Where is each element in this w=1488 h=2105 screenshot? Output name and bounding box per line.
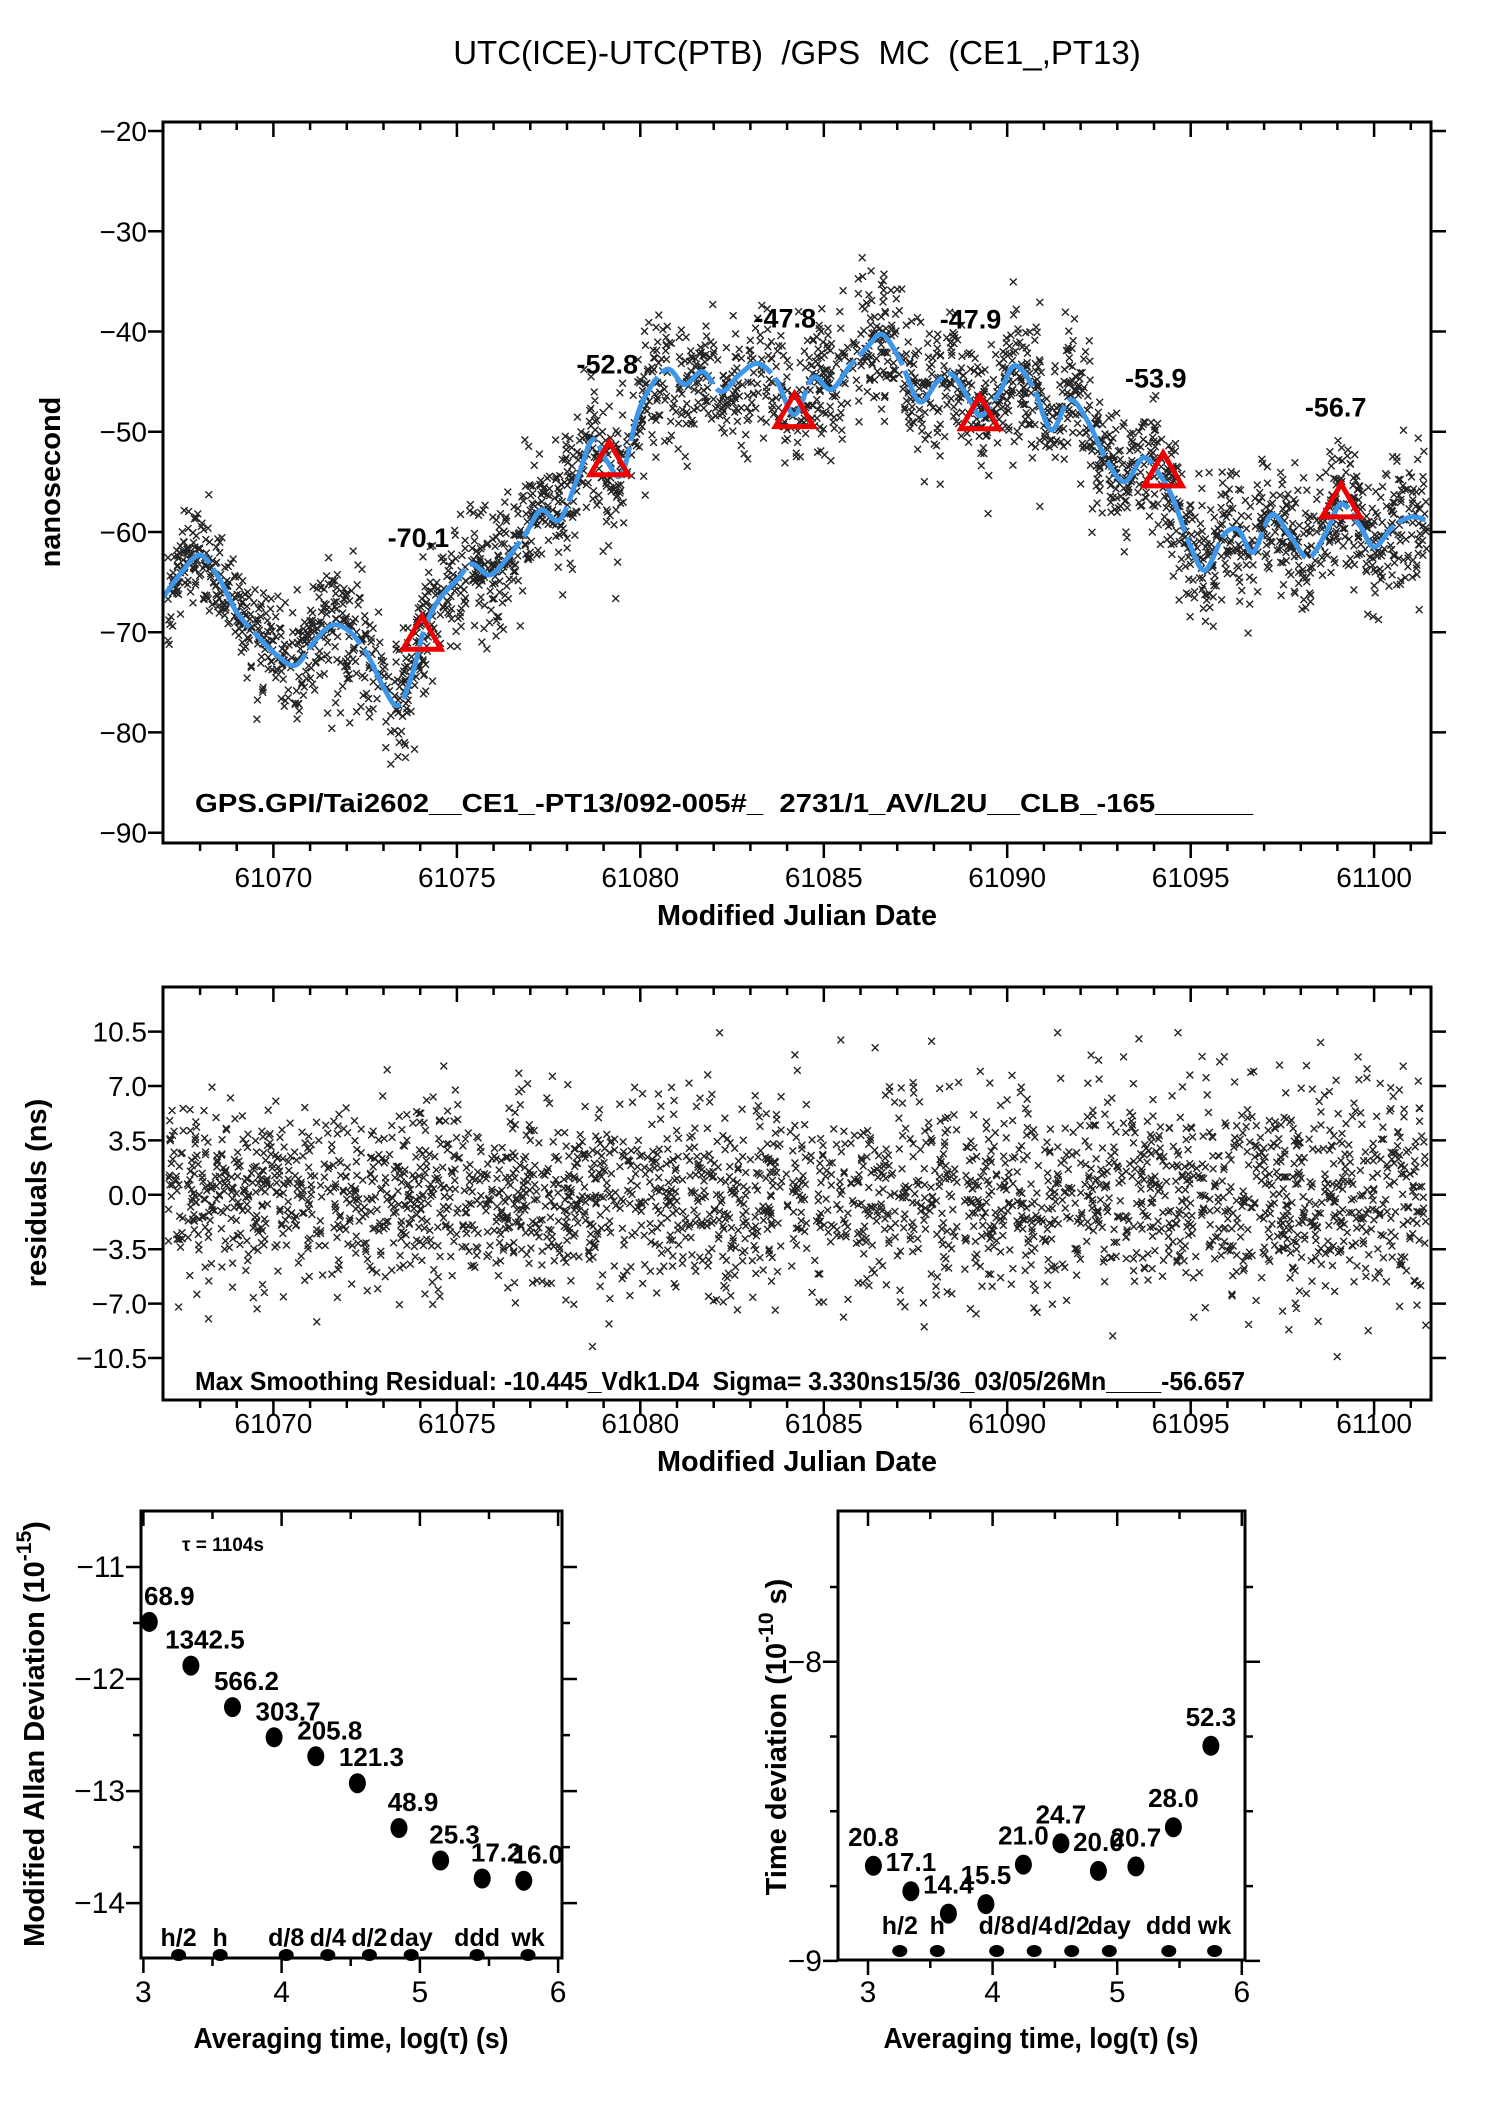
tdev-point-value-label: 20.0 — [1073, 1826, 1124, 1857]
phase-tick-labels — [100, 116, 1412, 893]
mdev-point-value-label: 566.2 — [213, 1666, 280, 1697]
tdev-point-value-label: 14.4 — [923, 1869, 974, 1900]
time-mark-dot — [1027, 1945, 1042, 1957]
mdev-point-value-label: 1342.5 — [165, 1624, 245, 1655]
mdev-ylabel-close: ) — [19, 1521, 51, 1531]
time-mark-dot — [989, 1945, 1004, 1957]
mdev-data-point — [391, 1818, 408, 1838]
phase-ylabel: nanosecond — [35, 396, 67, 568]
tdev-point-value-label: 28.0 — [1148, 1783, 1199, 1814]
tdev-ylabel — [755, 1579, 793, 1896]
phase-annotation: GPS.GPI/Tai2602__CE1_-PT13/092-005#_ 2731/1_AV/L2U__CLB_-165______ — [195, 788, 1254, 818]
marker-value-label: -47.8 — [754, 303, 817, 334]
residuals-ytick-label: 0.0 — [108, 1179, 147, 1211]
phase-ytick-label: −90 — [99, 817, 147, 849]
tdev-data-point — [865, 1856, 882, 1876]
marker-value-label: -53.9 — [1125, 363, 1187, 394]
mdev-panel — [74, 1511, 577, 2009]
residuals-scatter — [165, 1029, 1429, 1360]
marker-value-label: -52.8 — [576, 349, 639, 380]
phase-xtick-label: 61100 — [1336, 862, 1412, 893]
tdev-point-value-label: 17.1 — [885, 1847, 937, 1878]
time-mark-label: wk — [1197, 1912, 1232, 1940]
mdev-ytick-label: −14 — [74, 1887, 125, 1921]
phase-ytick-label: −70 — [99, 617, 147, 649]
phase-xtick-label: 61075 — [417, 862, 496, 893]
mdev-ylabel — [13, 1521, 51, 1947]
time-mark-label: day — [389, 1924, 433, 1952]
time-mark-label: ddd — [454, 1924, 501, 1952]
time-mark-label: day — [1087, 1912, 1131, 1940]
phase-xtick-label: 61095 — [1151, 862, 1230, 893]
mdev-ytick-label: −11 — [76, 1551, 125, 1584]
time-mark-label: d/8 — [978, 1912, 1015, 1940]
time-mark-label: d/4 — [1016, 1912, 1053, 1940]
mdev-point-value-label: 16.0 — [512, 1839, 564, 1870]
residuals-ylabel: residuals (ns) — [21, 1098, 53, 1288]
residuals-ytick-label: 10.5 — [92, 1016, 147, 1048]
time-mark-dot — [930, 1945, 945, 1957]
mdev-point-value-label: 25.3 — [429, 1819, 480, 1850]
time-mark-label: h/2 — [881, 1912, 918, 1940]
mdev-xlabel: Averaging time, log(τ) (s) — [193, 2023, 509, 2055]
tdev-ylabel-close: s) — [761, 1578, 793, 1613]
phase-ticks — [148, 122, 1446, 858]
phase-ytick-label: −20 — [99, 116, 147, 147]
tdev-point-value-label: 20.8 — [848, 1821, 899, 1852]
mdev-point-value-label: 17.2 — [470, 1837, 522, 1868]
tdev-xtick-label: 6 — [1233, 1976, 1251, 2009]
mdev-xtick-label: 6 — [549, 1976, 567, 2009]
time-mark-dot — [1102, 1945, 1117, 1957]
phase-ytick-label: −50 — [99, 416, 147, 448]
tdev-data-point — [1202, 1736, 1219, 1756]
residuals-ytick-label: 7.0 — [108, 1071, 147, 1102]
phase-ytick-label: −40 — [99, 316, 147, 348]
phase-xtick-label: 61090 — [968, 862, 1047, 893]
tdev-ticks — [823, 1511, 1260, 1975]
phase-frame — [163, 122, 1431, 843]
tdev-point-value-label: 24.7 — [1035, 1799, 1087, 1830]
residuals-ytick-label: −10.5 — [76, 1343, 147, 1374]
tdev-data-point — [1052, 1833, 1069, 1853]
tdev-data-point — [1127, 1856, 1144, 1876]
tdev-data-point — [902, 1881, 919, 1901]
time-mark-dot — [1161, 1945, 1176, 1957]
tdev-time-marks — [882, 1912, 1232, 1957]
mdev-xtick-label: 4 — [273, 1976, 290, 2009]
mdev-data-point — [515, 1871, 532, 1891]
time-mark-dot — [1207, 1945, 1222, 1957]
mdev-points — [141, 1581, 563, 1891]
mdev-point-value-label: 48.9 — [387, 1787, 439, 1817]
tdev-data-point — [1090, 1861, 1107, 1881]
residuals-ytick-label: −7.0 — [91, 1288, 147, 1320]
phase-xtick-label: 61085 — [784, 862, 863, 893]
mdev-ytick-label: −12 — [74, 1663, 125, 1696]
time-mark-label: d/4 — [309, 1924, 346, 1952]
tdev-ylabel-main: Time deviation (10 — [761, 1642, 793, 1896]
tdev-xlabel: Averaging time, log(τ) (s) — [883, 2023, 1199, 2055]
tdev-frame — [838, 1511, 1245, 1960]
tdev-point-value-label: 21.0 — [998, 1820, 1049, 1851]
residuals-ytick-label: 3.5 — [108, 1125, 147, 1157]
mdev-point-value-label: 303.7 — [255, 1696, 321, 1727]
mdev-data-point — [224, 1697, 241, 1717]
mdev-data-point — [307, 1746, 324, 1766]
mdev-data-point — [432, 1851, 449, 1871]
time-mark-label: d/8 — [268, 1924, 305, 1952]
mdev-ylabel-main: Modified Allan Deviation (10 — [19, 1561, 51, 1947]
tdev-point-value-label: 15.5 — [960, 1860, 1012, 1891]
tdev-ylabel-exponent: -10 — [755, 1612, 778, 1643]
tdev-panel — [788, 1511, 1260, 2009]
mdev-tau-note: τ = 1104s — [182, 1535, 264, 1556]
phase-xlabel: Modified Julian Date — [657, 900, 937, 932]
phase-xtick-label: 61080 — [601, 862, 680, 893]
phase-ytick-label: −80 — [99, 717, 147, 749]
marker-value-label: -56.7 — [1304, 392, 1367, 423]
phase-ytick-label: −30 — [99, 216, 147, 248]
residuals-annotation: Max Smoothing Residual: -10.445_Vdk1.D4 Sigma= 3.330ns15/36_03/05/26Mn____-56.657 — [195, 1366, 1245, 1396]
residuals-xlabel: Modified Julian Date — [657, 1446, 937, 1478]
tdev-ytick-label: −9 — [787, 1944, 822, 1978]
mdev-data-point — [266, 1727, 283, 1747]
phase-panel — [100, 116, 1447, 893]
tdev-data-point — [1015, 1855, 1032, 1875]
mdev-data-point — [349, 1773, 366, 1793]
mdev-xtick-label: 5 — [411, 1976, 429, 2009]
time-mark-label: h/2 — [160, 1924, 197, 1952]
mdev-data-point — [474, 1869, 491, 1889]
time-mark-label: h — [929, 1912, 945, 1940]
tdev-points — [848, 1702, 1236, 1924]
time-mark-dot — [892, 1945, 907, 1957]
phase-ytick-label: −60 — [99, 517, 147, 548]
time-mark-label: d/2 — [351, 1924, 388, 1952]
tdev-point-value-label: 20.7 — [1110, 1822, 1162, 1853]
mdev-data-point — [141, 1612, 158, 1632]
residuals-xtick-label: 61100 — [1336, 1408, 1412, 1439]
tdev-ytick-label: −8 — [787, 1645, 822, 1679]
residuals-xtick-label: 61080 — [601, 1408, 680, 1439]
mdev-ylabel-exponent: -15 — [13, 1530, 36, 1562]
marker-value-label: -70.1 — [387, 523, 450, 553]
mdev-time-marks — [161, 1924, 545, 1961]
tdev-xtick-label: 5 — [1108, 1976, 1126, 2009]
time-mark-label: wk — [511, 1924, 545, 1952]
mdev-ytick-label: −13 — [74, 1775, 125, 1809]
time-mark-dot — [1064, 1945, 1079, 1957]
residuals-ytick-label: −3.5 — [91, 1234, 147, 1266]
tdev-xtick-label: 4 — [984, 1976, 1001, 2009]
residuals-xtick-label: 61085 — [784, 1408, 863, 1439]
tdev-xtick-label: 3 — [859, 1976, 877, 2009]
marker-value-label: -47.9 — [939, 304, 1002, 335]
figure-title: UTC(ICE)-UTC(PTB) /GPS MC (CE1_,PT13) — [453, 34, 1141, 71]
tdev-point-value-label: 52.3 — [1185, 1701, 1237, 1732]
phase-xtick-label: 61070 — [234, 862, 313, 893]
time-mark-label: d/2 — [1053, 1912, 1090, 1940]
residuals-xtick-label: 61070 — [234, 1408, 313, 1439]
tdev-data-point — [1165, 1817, 1182, 1837]
time-mark-label: h — [212, 1924, 228, 1952]
mdev-data-point — [182, 1656, 199, 1676]
mdev-point-value-label: 121.3 — [338, 1742, 404, 1773]
mdev-point-value-label: 205.8 — [297, 1715, 363, 1746]
residuals-xtick-label: 61075 — [417, 1408, 496, 1439]
mdev-point-value-label: 68.9 — [143, 1580, 195, 1611]
mdev-xtick-label: 3 — [135, 1976, 152, 2009]
time-mark-label: ddd — [1145, 1912, 1192, 1940]
residuals-xtick-label: 61095 — [1151, 1408, 1230, 1439]
residuals-xtick-label: 61090 — [968, 1408, 1047, 1439]
